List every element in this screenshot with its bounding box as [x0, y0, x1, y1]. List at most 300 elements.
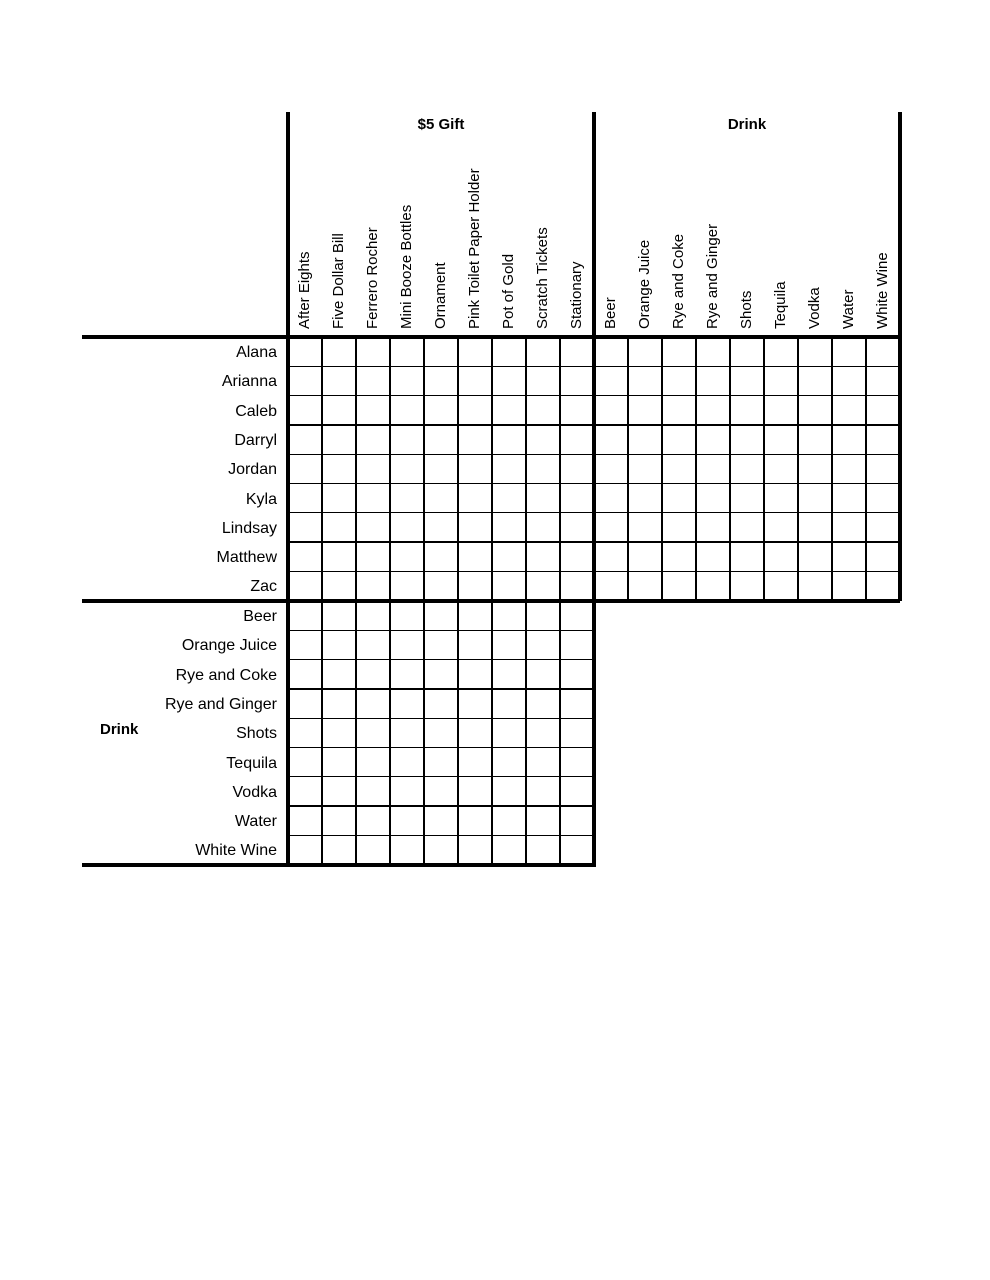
grid-cell[interactable]: [832, 337, 866, 366]
grid-row-line: [594, 424, 900, 425]
grid-cell[interactable]: [560, 571, 594, 600]
grid-cell[interactable]: [526, 660, 560, 689]
grid-cell[interactable]: [356, 513, 390, 542]
grid-col-line: [559, 337, 560, 601]
grid-cell[interactable]: [764, 425, 798, 454]
grid-cell[interactable]: [526, 366, 560, 395]
row-header-label: Jordan: [228, 461, 277, 479]
grid-cell[interactable]: [526, 542, 560, 571]
grid-cell[interactable]: [560, 777, 594, 806]
grid-cell[interactable]: [526, 806, 560, 835]
grid-cell[interactable]: [424, 484, 458, 513]
grid-cell[interactable]: [288, 777, 322, 806]
grid-cell[interactable]: [424, 777, 458, 806]
grid-cell[interactable]: [288, 425, 322, 454]
grid-cell[interactable]: [526, 513, 560, 542]
grid-cell[interactable]: [628, 366, 662, 395]
grid-col-line: [457, 337, 458, 601]
grid-cell[interactable]: [356, 806, 390, 835]
grid-row-line: [594, 512, 900, 513]
grid-cell[interactable]: [560, 454, 594, 483]
grid-cell[interactable]: [492, 689, 526, 718]
grid-cell[interactable]: [560, 513, 594, 542]
grid-cell[interactable]: [288, 337, 322, 366]
thick-border: [898, 112, 902, 601]
grid-cell[interactable]: [492, 542, 526, 571]
grid-cell[interactable]: [560, 396, 594, 425]
grid-cell[interactable]: [832, 513, 866, 542]
grid-cell[interactable]: [628, 542, 662, 571]
grid-cell[interactable]: [696, 542, 730, 571]
thick-border: [592, 112, 596, 865]
grid-cell[interactable]: [492, 425, 526, 454]
grid-cell[interactable]: [390, 366, 424, 395]
grid-cell[interactable]: [288, 630, 322, 659]
grid-cell[interactable]: [424, 630, 458, 659]
grid-cell[interactable]: [764, 396, 798, 425]
grid-cell[interactable]: [424, 542, 458, 571]
grid-cell[interactable]: [764, 484, 798, 513]
grid-cell[interactable]: [832, 425, 866, 454]
row-header-label: Water: [234, 813, 277, 831]
grid-cell[interactable]: [458, 718, 492, 747]
grid-cell[interactable]: [662, 542, 696, 571]
grid-cell[interactable]: [322, 513, 356, 542]
grid-cell[interactable]: [832, 396, 866, 425]
grid-cell[interactable]: [764, 513, 798, 542]
grid-cell[interactable]: [458, 806, 492, 835]
grid-cell[interactable]: [798, 571, 832, 600]
grid-cell[interactable]: [424, 748, 458, 777]
grid-cell[interactable]: [832, 366, 866, 395]
grid-row-line: [288, 366, 594, 367]
grid-cell[interactable]: [356, 748, 390, 777]
grid-cell[interactable]: [594, 571, 628, 600]
grid-col-line: [525, 337, 526, 601]
grid-cell[interactable]: [424, 806, 458, 835]
grid-cell[interactable]: [322, 748, 356, 777]
grid-cell[interactable]: [492, 337, 526, 366]
grid-row-line: [288, 483, 594, 484]
grid-cell[interactable]: [526, 748, 560, 777]
grid-cell[interactable]: [526, 630, 560, 659]
grid-cell[interactable]: [492, 484, 526, 513]
grid-cell[interactable]: [356, 396, 390, 425]
grid-cell[interactable]: [356, 337, 390, 366]
grid-cell[interactable]: [390, 806, 424, 835]
grid-cell[interactable]: [560, 748, 594, 777]
grid-cell[interactable]: [866, 396, 900, 425]
grid-cell[interactable]: [424, 660, 458, 689]
grid-cell[interactable]: [628, 571, 662, 600]
grid-cell[interactable]: [662, 484, 696, 513]
grid-cell[interactable]: [798, 454, 832, 483]
grid-cell[interactable]: [288, 660, 322, 689]
row-header-label: Shots: [236, 725, 277, 743]
grid-cell[interactable]: [458, 513, 492, 542]
grid-cell[interactable]: [730, 513, 764, 542]
grid-cell[interactable]: [662, 337, 696, 366]
grid-cell[interactable]: [424, 835, 458, 864]
grid-cell[interactable]: [696, 396, 730, 425]
grid-row-line: [594, 366, 900, 367]
column-header-label: Orange Juice: [636, 239, 653, 329]
grid-cell[interactable]: [288, 718, 322, 747]
grid-cell[interactable]: [322, 542, 356, 571]
grid-cell[interactable]: [798, 366, 832, 395]
grid-row-line: [288, 630, 594, 631]
grid-cell[interactable]: [866, 484, 900, 513]
grid-cell[interactable]: [458, 337, 492, 366]
grid-col-line: [559, 601, 560, 865]
row-header-label: Beer: [243, 608, 277, 625]
grid-col-line: [797, 337, 798, 601]
grid-cell[interactable]: [560, 718, 594, 747]
grid-cell[interactable]: [696, 513, 730, 542]
row-header-label: Rye and Coke: [175, 666, 277, 684]
grid-col-line: [423, 601, 424, 865]
grid-cell[interactable]: [492, 630, 526, 659]
grid-cell[interactable]: [526, 484, 560, 513]
grid-cell[interactable]: [560, 601, 594, 630]
grid-cell[interactable]: [288, 396, 322, 425]
thick-border: [82, 863, 596, 867]
grid-cell[interactable]: [458, 425, 492, 454]
column-header-label: Water: [840, 289, 857, 329]
grid-cell[interactable]: [492, 777, 526, 806]
grid-cell[interactable]: [356, 660, 390, 689]
grid-cell[interactable]: [356, 366, 390, 395]
grid-cell[interactable]: [628, 337, 662, 366]
grid-cell[interactable]: [424, 689, 458, 718]
grid-row-line: [594, 395, 900, 396]
grid-cell[interactable]: [492, 396, 526, 425]
grid-cell[interactable]: [322, 396, 356, 425]
grid-cell[interactable]: [390, 748, 424, 777]
grid-col-line: [389, 337, 390, 601]
grid-cell[interactable]: [560, 425, 594, 454]
grid-cell[interactable]: [390, 337, 424, 366]
grid-cell[interactable]: [288, 601, 322, 630]
grid-cell[interactable]: [322, 571, 356, 600]
grid-cell[interactable]: [730, 454, 764, 483]
column-group-title: $5 Gift: [417, 116, 465, 133]
grid-cell[interactable]: [322, 454, 356, 483]
grid-cell[interactable]: [764, 366, 798, 395]
grid-cell[interactable]: [628, 396, 662, 425]
grid-cell[interactable]: [458, 542, 492, 571]
grid-cell[interactable]: [730, 425, 764, 454]
column-header-label: Tequila: [772, 281, 789, 329]
grid-cell[interactable]: [356, 425, 390, 454]
grid-cell[interactable]: [288, 748, 322, 777]
grid-row-line: [288, 512, 594, 513]
grid-cell[interactable]: [560, 484, 594, 513]
grid-cell[interactable]: [424, 718, 458, 747]
grid-cell[interactable]: [424, 454, 458, 483]
grid-cell[interactable]: [764, 571, 798, 600]
grid-row-line: [288, 688, 594, 689]
grid-cell[interactable]: [356, 835, 390, 864]
grid-cell[interactable]: [288, 689, 322, 718]
grid-cell[interactable]: [730, 396, 764, 425]
grid-cell[interactable]: [356, 542, 390, 571]
grid-cell[interactable]: [492, 748, 526, 777]
grid-cell[interactable]: [832, 542, 866, 571]
grid-cell[interactable]: [628, 454, 662, 483]
grid-cell[interactable]: [662, 366, 696, 395]
grid-cell[interactable]: [628, 425, 662, 454]
grid-col-line: [525, 601, 526, 865]
grid-cell[interactable]: [696, 366, 730, 395]
grid-cell[interactable]: [798, 513, 832, 542]
grid-cell[interactable]: [662, 571, 696, 600]
grid-cell[interactable]: [288, 571, 322, 600]
grid-cell[interactable]: [390, 630, 424, 659]
grid-cell[interactable]: [866, 454, 900, 483]
grid-cell[interactable]: [390, 777, 424, 806]
grid-cell[interactable]: [424, 396, 458, 425]
grid-col-line: [763, 337, 764, 601]
grid-cell[interactable]: [322, 484, 356, 513]
grid-cell[interactable]: [322, 660, 356, 689]
grid-cell[interactable]: [322, 806, 356, 835]
row-header-label: White Wine: [195, 842, 277, 860]
grid-cell[interactable]: [594, 542, 628, 571]
grid-cell[interactable]: [458, 660, 492, 689]
grid-cell[interactable]: [866, 571, 900, 600]
grid-row-line: [288, 541, 594, 542]
grid-cell[interactable]: [356, 689, 390, 718]
grid-cell[interactable]: [458, 601, 492, 630]
grid-cell[interactable]: [696, 571, 730, 600]
grid-cell[interactable]: [424, 571, 458, 600]
column-header-label: Mini Booze Bottles: [398, 204, 415, 329]
grid-cell[interactable]: [560, 806, 594, 835]
grid-cell[interactable]: [662, 454, 696, 483]
grid-cell[interactable]: [390, 835, 424, 864]
grid-cell[interactable]: [424, 425, 458, 454]
grid-cell[interactable]: [662, 425, 696, 454]
grid-cell[interactable]: [526, 601, 560, 630]
grid-cell[interactable]: [458, 396, 492, 425]
grid-cell[interactable]: [458, 748, 492, 777]
grid-cell[interactable]: [322, 337, 356, 366]
thick-border: [82, 335, 900, 339]
grid-cell[interactable]: [288, 806, 322, 835]
grid-cell[interactable]: [390, 660, 424, 689]
grid-cell[interactable]: [594, 337, 628, 366]
row-header-label: Orange Juice: [181, 637, 277, 655]
grid-cell[interactable]: [798, 425, 832, 454]
grid-cell[interactable]: [322, 366, 356, 395]
grid-cell[interactable]: [458, 689, 492, 718]
grid-col-line: [865, 337, 866, 601]
grid-cell[interactable]: [526, 396, 560, 425]
grid-cell[interactable]: [322, 425, 356, 454]
grid-cell[interactable]: [356, 571, 390, 600]
grid-cell[interactable]: [526, 454, 560, 483]
grid-cell[interactable]: [798, 542, 832, 571]
grid-cell[interactable]: [526, 777, 560, 806]
grid-cell[interactable]: [526, 425, 560, 454]
grid-cell[interactable]: [560, 366, 594, 395]
grid-cell[interactable]: [390, 425, 424, 454]
grid-cell[interactable]: [390, 513, 424, 542]
grid-cell[interactable]: [526, 571, 560, 600]
grid-cell[interactable]: [356, 630, 390, 659]
grid-cell[interactable]: [526, 337, 560, 366]
grid-col-line: [695, 337, 696, 601]
grid-cell[interactable]: [560, 660, 594, 689]
grid-cell[interactable]: [696, 454, 730, 483]
grid-cell[interactable]: [492, 718, 526, 747]
grid-cell[interactable]: [288, 835, 322, 864]
column-header-label: Rye and Ginger: [704, 223, 721, 329]
grid-cell[interactable]: [492, 571, 526, 600]
column-group-title: Drink: [727, 116, 767, 133]
grid-cell[interactable]: [662, 396, 696, 425]
grid-cell[interactable]: [866, 513, 900, 542]
grid-cell[interactable]: [628, 484, 662, 513]
grid-cell[interactable]: [560, 542, 594, 571]
grid-cell[interactable]: [492, 660, 526, 689]
grid-cell[interactable]: [832, 571, 866, 600]
grid-cell[interactable]: [458, 835, 492, 864]
grid-cell[interactable]: [560, 689, 594, 718]
grid-col-line: [457, 601, 458, 865]
grid-cell[interactable]: [356, 777, 390, 806]
grid-cell[interactable]: [730, 484, 764, 513]
grid-cell[interactable]: [526, 835, 560, 864]
grid-cell[interactable]: [288, 542, 322, 571]
grid-cell[interactable]: [492, 835, 526, 864]
grid-col-line: [321, 337, 322, 601]
grid-cell[interactable]: [288, 454, 322, 483]
grid-cell[interactable]: [322, 601, 356, 630]
grid-cell[interactable]: [866, 542, 900, 571]
grid-cell[interactable]: [288, 513, 322, 542]
grid-row-line: [594, 454, 900, 455]
grid-cell[interactable]: [832, 454, 866, 483]
column-header-label: Ferrero Rocher: [364, 227, 381, 329]
grid-cell[interactable]: [730, 366, 764, 395]
grid-cell[interactable]: [798, 396, 832, 425]
grid-cell[interactable]: [594, 454, 628, 483]
grid-cell[interactable]: [458, 630, 492, 659]
grid-cell[interactable]: [390, 689, 424, 718]
grid-col-line: [491, 601, 492, 865]
grid-row-line: [288, 424, 594, 425]
grid-cell[interactable]: [492, 366, 526, 395]
grid-cell[interactable]: [322, 630, 356, 659]
grid-cell[interactable]: [424, 337, 458, 366]
grid-cell[interactable]: [424, 601, 458, 630]
grid-cell[interactable]: [288, 366, 322, 395]
row-header-label: Caleb: [235, 402, 277, 420]
grid-cell[interactable]: [492, 806, 526, 835]
grid-cell[interactable]: [866, 425, 900, 454]
grid-cell[interactable]: [866, 366, 900, 395]
grid-cell[interactable]: [322, 718, 356, 747]
grid-cell[interactable]: [322, 689, 356, 718]
grid-cell[interactable]: [458, 366, 492, 395]
column-header-label: Five Dollar Bill: [330, 233, 347, 329]
grid-cell[interactable]: [594, 425, 628, 454]
grid-cell[interactable]: [730, 337, 764, 366]
grid-cell[interactable]: [356, 484, 390, 513]
column-header-label: Rye and Coke: [670, 233, 687, 329]
grid-cell[interactable]: [832, 484, 866, 513]
grid-cell[interactable]: [458, 777, 492, 806]
grid-cell[interactable]: [390, 718, 424, 747]
column-header-label: Pot of Gold: [500, 253, 517, 329]
row-header-label: Alana: [236, 344, 277, 361]
grid-cell[interactable]: [560, 835, 594, 864]
grid-cell[interactable]: [526, 689, 560, 718]
grid-cell[interactable]: [424, 366, 458, 395]
column-header-label: Vodka: [806, 287, 823, 329]
grid-cell[interactable]: [424, 513, 458, 542]
grid-cell[interactable]: [322, 835, 356, 864]
grid-cell[interactable]: [696, 484, 730, 513]
grid-cell[interactable]: [764, 337, 798, 366]
grid-cell[interactable]: [594, 484, 628, 513]
grid-cell[interactable]: [798, 484, 832, 513]
grid-cell[interactable]: [356, 601, 390, 630]
grid-cell[interactable]: [390, 601, 424, 630]
grid-cell[interactable]: [594, 513, 628, 542]
grid-cell[interactable]: [730, 542, 764, 571]
grid-cell[interactable]: [696, 425, 730, 454]
grid-cell[interactable]: [560, 337, 594, 366]
grid-cell[interactable]: [866, 337, 900, 366]
grid-cell[interactable]: [594, 396, 628, 425]
grid-cell[interactable]: [594, 366, 628, 395]
grid-cell[interactable]: [526, 718, 560, 747]
grid-cell[interactable]: [390, 484, 424, 513]
grid-cell[interactable]: [764, 542, 798, 571]
grid-cell[interactable]: [628, 513, 662, 542]
grid-cell[interactable]: [798, 337, 832, 366]
grid-cell[interactable]: [356, 454, 390, 483]
grid-cell[interactable]: [356, 718, 390, 747]
grid-cell[interactable]: [730, 571, 764, 600]
grid-col-line: [729, 337, 730, 601]
grid-cell[interactable]: [458, 571, 492, 600]
grid-cell[interactable]: [560, 630, 594, 659]
grid-cell[interactable]: [696, 337, 730, 366]
column-header-label: Beer: [602, 297, 619, 329]
grid-cell[interactable]: [390, 571, 424, 600]
grid-cell[interactable]: [390, 542, 424, 571]
thick-border: [286, 112, 290, 865]
grid-cell[interactable]: [390, 396, 424, 425]
grid-cell[interactable]: [322, 777, 356, 806]
grid-cell[interactable]: [458, 454, 492, 483]
grid-row-line: [594, 571, 900, 572]
row-header-label: Lindsay: [221, 519, 277, 537]
grid-cell[interactable]: [288, 484, 322, 513]
grid-cell[interactable]: [458, 484, 492, 513]
grid-cell[interactable]: [764, 454, 798, 483]
grid-cell[interactable]: [492, 513, 526, 542]
grid-cell[interactable]: [492, 454, 526, 483]
grid-cell[interactable]: [662, 513, 696, 542]
grid-row-line: [288, 571, 594, 572]
grid-cell[interactable]: [390, 454, 424, 483]
grid-cell[interactable]: [492, 601, 526, 630]
